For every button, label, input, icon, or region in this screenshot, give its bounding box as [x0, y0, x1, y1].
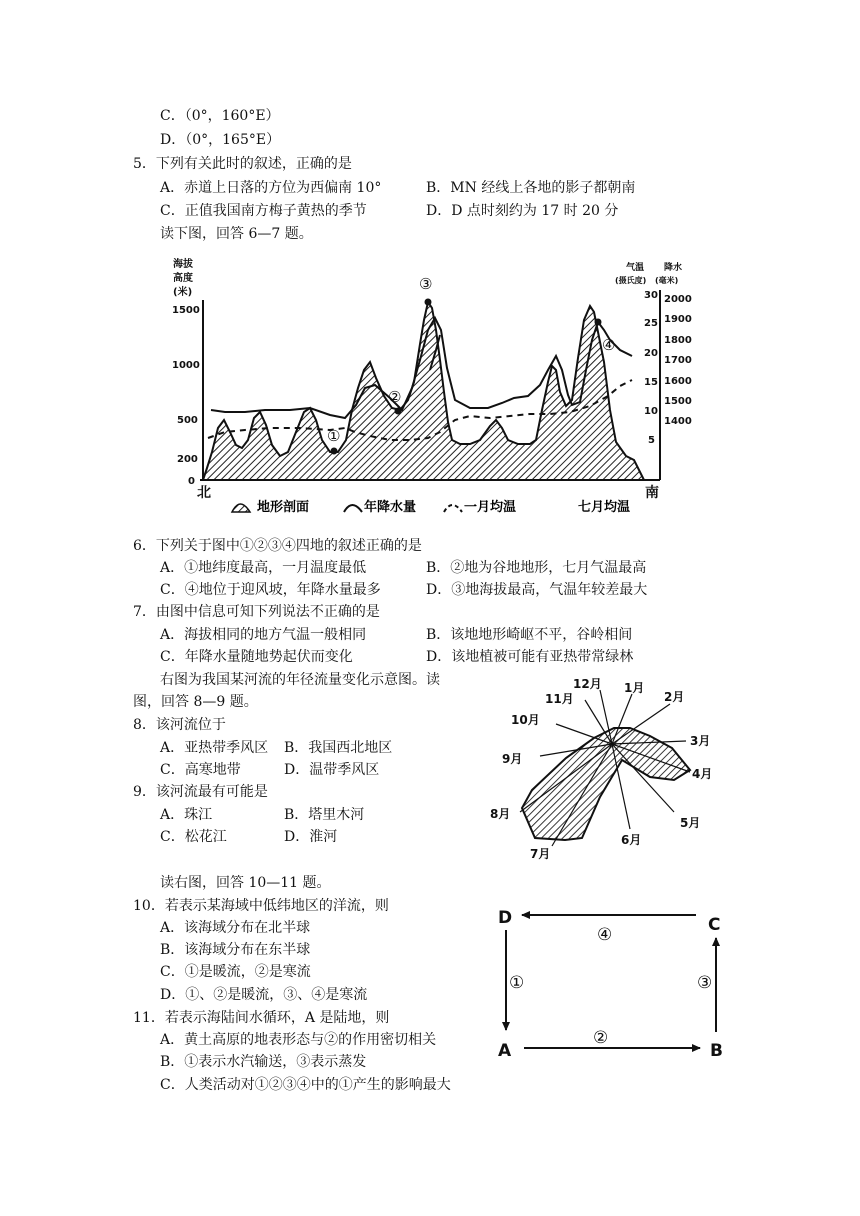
arrow-label-3: ③: [697, 973, 713, 993]
q9-stem: 9．该河流最有可能是: [133, 784, 268, 800]
legend-precip-label: 年降水量: [364, 500, 417, 515]
corner-b: B: [710, 1041, 723, 1061]
corner-d: D: [498, 908, 513, 928]
q11-stem: 11．若表示海陆间水循环，A 是陆地，则: [133, 1010, 390, 1026]
precip-tick-1600: 1600: [664, 376, 692, 387]
corner-c: C: [708, 915, 721, 935]
point-1-marker: [331, 448, 338, 455]
month-label-6: 6月: [621, 833, 642, 847]
legend-jan-label: 一月均温: [464, 500, 517, 515]
q8-option-c: C．高寒地带: [160, 762, 241, 778]
q8-stem: 8．该河流位于: [133, 717, 226, 733]
north-label: 北: [197, 485, 211, 501]
precip-axis-title-2: (毫米): [655, 276, 679, 285]
q6-option-d: D．③地海拔最高，气温年较差最大: [426, 582, 648, 598]
point-2-label: ②: [388, 388, 402, 406]
q6-option-c: C．④地位于迎风坡，年降水量最多: [160, 582, 381, 598]
month-label-1: 1月: [624, 681, 645, 695]
q11-option-c: C．人类活动对①②③④中的①产生的影响最大: [160, 1077, 451, 1093]
q9-option-a: A．珠江: [160, 807, 213, 823]
q5-option-d: D．D 点时刻约为 17 时 20 分: [426, 203, 619, 219]
q5-option-c: C．正值我国南方梅子黄热的季节: [160, 203, 367, 219]
q6-stem: 6．下列关于图中①②③④四地的叙述正确的是: [133, 538, 422, 554]
terrain-profile: [203, 302, 644, 480]
temp-tick-30: 30: [644, 290, 658, 301]
left-tick-1500: 1500: [172, 305, 200, 316]
q5-stem: 5．下列有关此时的叙述，正确的是: [133, 156, 352, 172]
month-label-10: 10月: [511, 713, 540, 727]
temp-axis-title-1: 气温: [626, 263, 645, 273]
intro-8-9-line1: 右图为我国某河流的年径流量变化示意图。读: [160, 672, 440, 688]
month-label-4: 4月: [692, 767, 713, 781]
legend-jul-label: 七月均温: [578, 500, 631, 515]
q6-option-b: B．②地为谷地地形，七月气温最高: [426, 560, 647, 576]
q10-option-b: B．该海域分布在东半球: [160, 942, 311, 958]
left-tick-1000: 1000: [172, 360, 200, 371]
legend-terrain-swatch: [232, 504, 250, 512]
legend-precip-swatch: [344, 505, 362, 512]
left-axis-title-2: 高度: [173, 273, 193, 284]
corner-a: A: [498, 1041, 512, 1061]
q11-option-a: A．黄土高原的地表形态与②的作用密切相关: [160, 1032, 437, 1048]
q5-option-a: A．赤道上日落的方位为西偏南 10°: [160, 180, 382, 196]
intro-8-9-line2: 图，回答 8—9 题。: [133, 694, 258, 710]
temp-tick-15: 15: [644, 377, 658, 388]
arrow-label-2: ②: [593, 1028, 609, 1048]
temp-axis-title-2: (摄氏度): [615, 276, 647, 285]
temp-tick-20: 20: [644, 348, 658, 359]
month-label-12: 12月: [573, 677, 602, 691]
point-3-label: ③: [419, 275, 433, 293]
month-label-5: 5月: [680, 816, 701, 830]
q7-option-d: D．该地植被可能有亚热带常绿林: [426, 649, 634, 665]
point-1-label: ①: [327, 427, 341, 445]
q7-stem: 7．由图中信息可知下列说法不正确的是: [133, 604, 380, 620]
legend-jan-swatch: [444, 505, 462, 512]
left-tick-0: 0: [188, 476, 195, 487]
q7-option-b: B．该地地形崎岖不平，谷岭相间: [426, 627, 633, 643]
q6-option-a: A．①地纬度最高，一月温度最低: [160, 560, 367, 576]
arrow-label-4: ④: [597, 925, 613, 945]
temp-tick-10: 10: [644, 406, 658, 417]
temp-tick-25: 25: [644, 318, 658, 329]
left-axis-title-3: (米): [173, 287, 193, 298]
q9-option-d: D．淮河: [284, 829, 338, 845]
left-tick-500: 500: [177, 415, 198, 426]
legend-terrain-label: 地形剖面: [257, 500, 310, 515]
month-label-11: 11月: [545, 692, 574, 706]
month-label-3: 3月: [690, 734, 711, 748]
q7-option-c: C．年降水量随地势起伏而变化: [160, 649, 353, 665]
q8-option-a: A．亚热带季风区: [160, 740, 269, 756]
q5-option-b: B．MN 经线上各地的影子都朝南: [426, 180, 636, 196]
month-label-9: 9月: [502, 752, 523, 766]
intro-6-7: 读下图，回答 6—7 题。: [160, 226, 313, 242]
point-4-marker: [595, 319, 602, 326]
point-3-marker: [425, 299, 432, 306]
q10-option-a: A．该海域分布在北半球: [160, 920, 311, 936]
point-2-marker: [395, 408, 402, 415]
runoff-radial-chart: [488, 670, 728, 865]
precip-tick-1800: 1800: [664, 335, 692, 346]
q8-option-d: D．温带季风区: [284, 762, 380, 778]
q7-option-a: A．海拔相同的地方气温一般相同: [160, 627, 367, 643]
q8-option-b: B．我国西北地区: [284, 740, 393, 756]
q10-option-c: C．①是暖流，②是寒流: [160, 964, 311, 980]
q9-option-c: C．松花江: [160, 829, 227, 845]
temp-tick-5: 5: [648, 435, 655, 446]
q9-option-b: B．塔里木河: [284, 807, 365, 823]
arrow-label-1: ①: [509, 973, 525, 993]
left-axis-title-1: 海拔: [173, 259, 193, 270]
precip-tick-1700: 1700: [664, 355, 692, 366]
precip-axis-title-1: 降水: [664, 263, 683, 273]
point-4-label: ④: [602, 336, 616, 354]
left-tick-200: 200: [177, 454, 198, 465]
month-label-7: 7月: [530, 847, 551, 861]
south-label: 南: [645, 485, 659, 501]
month-label-8: 8月: [490, 807, 511, 821]
q11-option-b: B．①表示水汽输送，③表示蒸发: [160, 1054, 367, 1070]
cycle-diagram: [490, 900, 735, 1065]
q4-option-c: C．（0°，160°E）: [160, 108, 280, 124]
terrain-profile-chart: [168, 252, 692, 520]
precip-tick-1900: 1900: [664, 314, 692, 325]
month-label-2: 2月: [664, 690, 685, 704]
precip-tick-2000: 2000: [664, 294, 692, 305]
q10-stem: 10．若表示某海域中低纬地区的洋流，则: [133, 898, 389, 914]
intro-10-11: 读右图，回答 10—11 题。: [160, 875, 331, 891]
precip-tick-1500: 1500: [664, 396, 692, 407]
q4-option-d: D．（0°，165°E）: [160, 132, 281, 148]
precip-tick-1400: 1400: [664, 416, 692, 427]
q10-option-d: D．①、②是暖流，③、④是寒流: [160, 987, 368, 1003]
